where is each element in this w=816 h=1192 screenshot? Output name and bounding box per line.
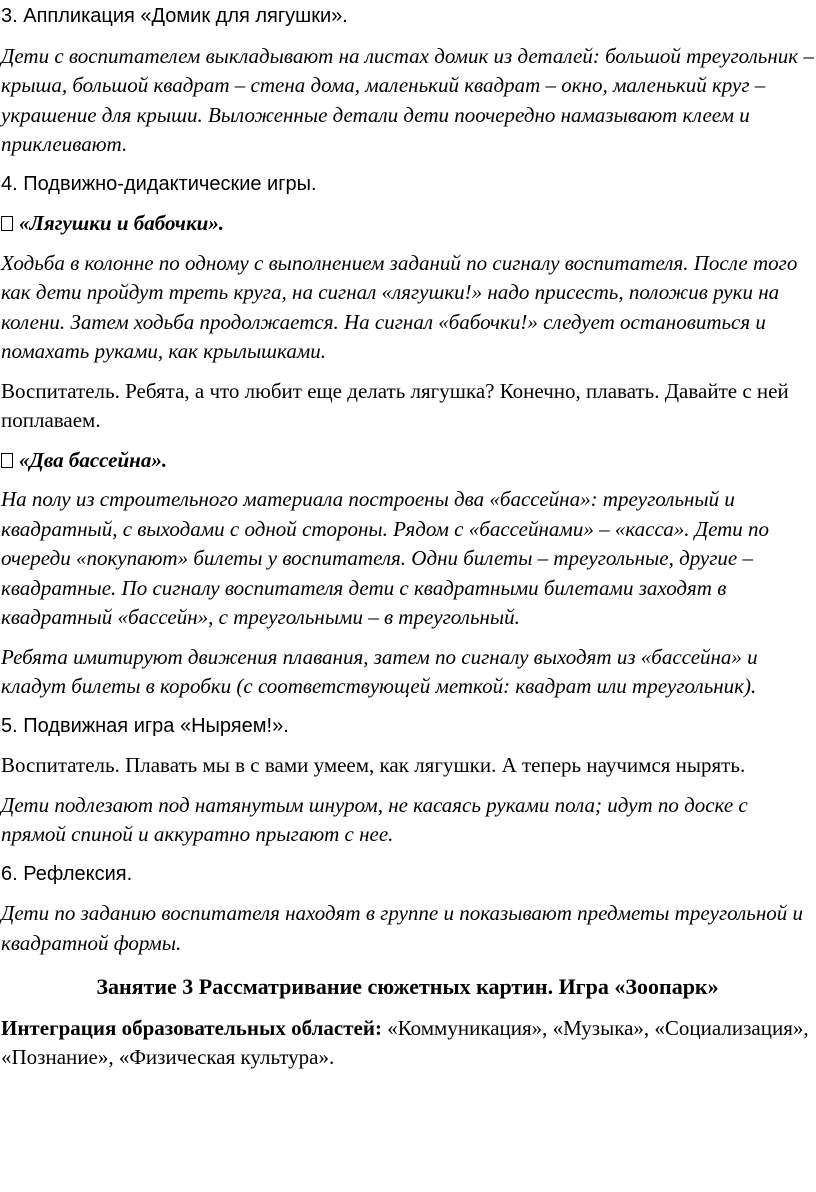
section-5-text: Дети подлезают под натянутым шнуром, не касаясь руками пола; идут по доске с прямой спиной и аккуратно прыгают с нее. — [1, 792, 748, 846]
section-5-heading: 5. Подвижная игра «Ныряем!». — [1, 714, 289, 737]
game-2-title-line — [1, 446, 814, 476]
game-2-text-1: На полу из строительного материала построены два «бассейна»: треугольный и квадратный, с выходами с одной стороны. Рядом с «бассейнами» – «касса». Дети по очереди «покупают» билеты у воспитателя. Одни билеты – треугольные, другие – квадратные. По сигналу воспитателя дети с квадратными билетами заходят в квадратный «бассейн», с треугольными – в треугольный. — [1, 487, 770, 629]
game-1-text: Ходьба в колонне по одному с выполнением заданий по сигналу воспитателя. После того как дети пройдут треть круга, на сигнал «лягушки!» надо присесть, положив руки на колени. Затем ходьба продолжается. На сигнал «бабочки!» следует остановиться и помахать руками, как крылышками. — [1, 250, 798, 363]
teacher-remark-2: Воспитатель. Плавать мы в с вами умеем, как лягушки. А теперь научимся нырять. — [1, 753, 746, 777]
game-1-title-line — [1, 209, 814, 239]
section-6-text: Дети по заданию воспитателя находят в группе и показывают предметы треугольной и квадратной формы. — [1, 901, 804, 955]
lesson-title: Занятие 3 Рассматривание сюжетных картин. Игра «Зоопарк» — [96, 974, 719, 999]
integration-text: «Коммуникация», «Музыка», «Социализация», «Познание», «Физическая культура». — [1, 1015, 809, 1069]
section-3-heading: 3. Аппликация «Домик для лягушки». — [1, 5, 348, 27]
section-3-text: Дети с воспитателем выкладывают на листах домик из деталей: большой треугольник – крыша, большой квадрат – стена дома, маленький квадрат – окно, маленький круг – украшение для крыши. Выложенные детали дети поочередно намазывают клеем и приклеивают. — [1, 43, 814, 156]
bullet-icon — [1, 453, 13, 468]
game-2-text-2: Ребята имитируют движения плавания, затем по сигналу выходят из «бассейна» и кладут билеты в коробки (с соответствующей меткой: квадрат или треугольник). — [1, 644, 758, 698]
game-2-title: «Два бассейна». — [19, 447, 168, 472]
section-6-heading: 6. Рефлексия. — [1, 862, 133, 885]
teacher-remark-1: Воспитатель. Ребята, а что любит еще делать лягушка? Конечно, плавать. Давайте с ней поплаваем. — [1, 378, 789, 432]
game-1-title: «Лягушки и бабочки». — [19, 211, 225, 235]
integration-label: Интеграция образовательных областей: — [1, 1015, 382, 1040]
bullet-icon — [1, 216, 13, 231]
section-4-heading: 4. Подвижно-дидактические игры. — [1, 172, 317, 195]
integration-paragraph — [1, 1014, 814, 1073]
